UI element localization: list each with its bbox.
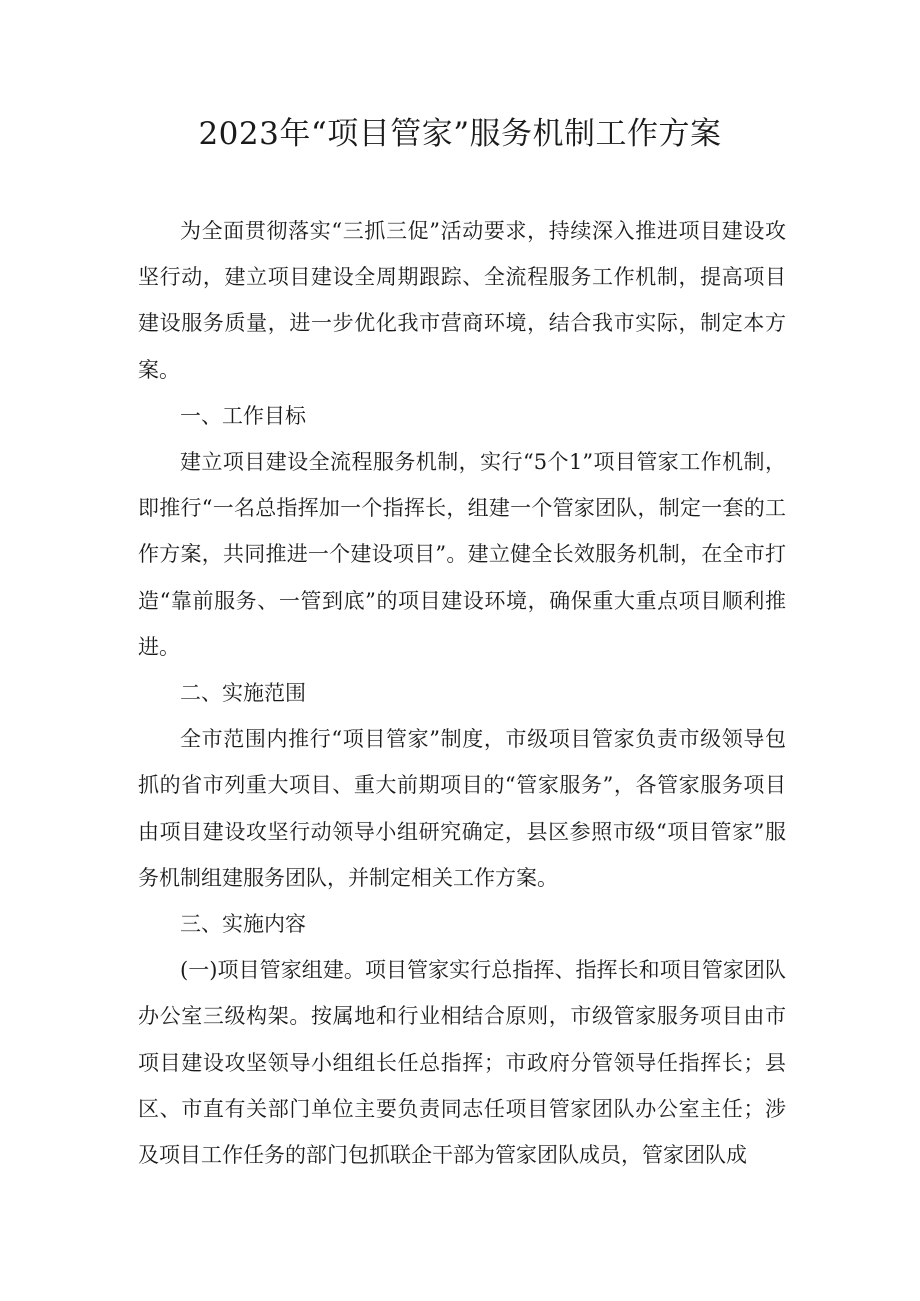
content-paragraph-1: (一)项目管家组建。项目管家实行总指挥、指挥长和项目管家团队办公室三级构架。按属地和行业相结合原则，市级管家服务项目由市项目建设攻坚领导小组组长任总指挥；市政府分管领导任指挥长；县区、市直有关部门单位主要负责同志任项目管家团队办公室主任；涉及项目工作任务的部门包抓联企干部为管家团队成员，管家团队成: [138, 958, 786, 1168]
section-heading-scope: 二、实施范围: [180, 681, 306, 706]
scope-paragraph: 全市范围内推行“项目管家”制度，市级项目管家负责市级领导包抓的省市列重大项目、重大前期项目的“管家服务”，各管家服务项目由项目建设攻坚行动领导小组研究确定，县区参照市级“项目管家”服务机制组建服务团队，并制定相关工作方案。: [138, 727, 786, 890]
intro-paragraph: 为全面贯彻落实“三抓三促”活动要求，持续深入推进项目建设攻坚行动，建立项目建设全周期跟踪、全流程服务工作机制，提高项目建设服务质量，进一步优化我市营商环境，结合我市实际，制定本方案。: [138, 219, 786, 382]
document-title: 2023年“项目管家”服务机制工作方案: [198, 116, 722, 152]
section-heading-goals: 一、工作目标: [180, 403, 306, 428]
section-heading-content: 三、实施内容: [180, 912, 306, 937]
document-body: [138, 208, 786, 1178]
goals-paragraph: 建立项目建设全流程服务机制，实行“5个1”项目管家工作机制，即推行“一名总指挥加一个指挥长，组建一个管家团队，制定一套的工作方案，共同推进一个建设项目”。建立健全长效服务机制，在全市打造“靠前服务、一管到底”的项目建设环境，确保重大重点项目顺利推进。: [138, 450, 786, 659]
